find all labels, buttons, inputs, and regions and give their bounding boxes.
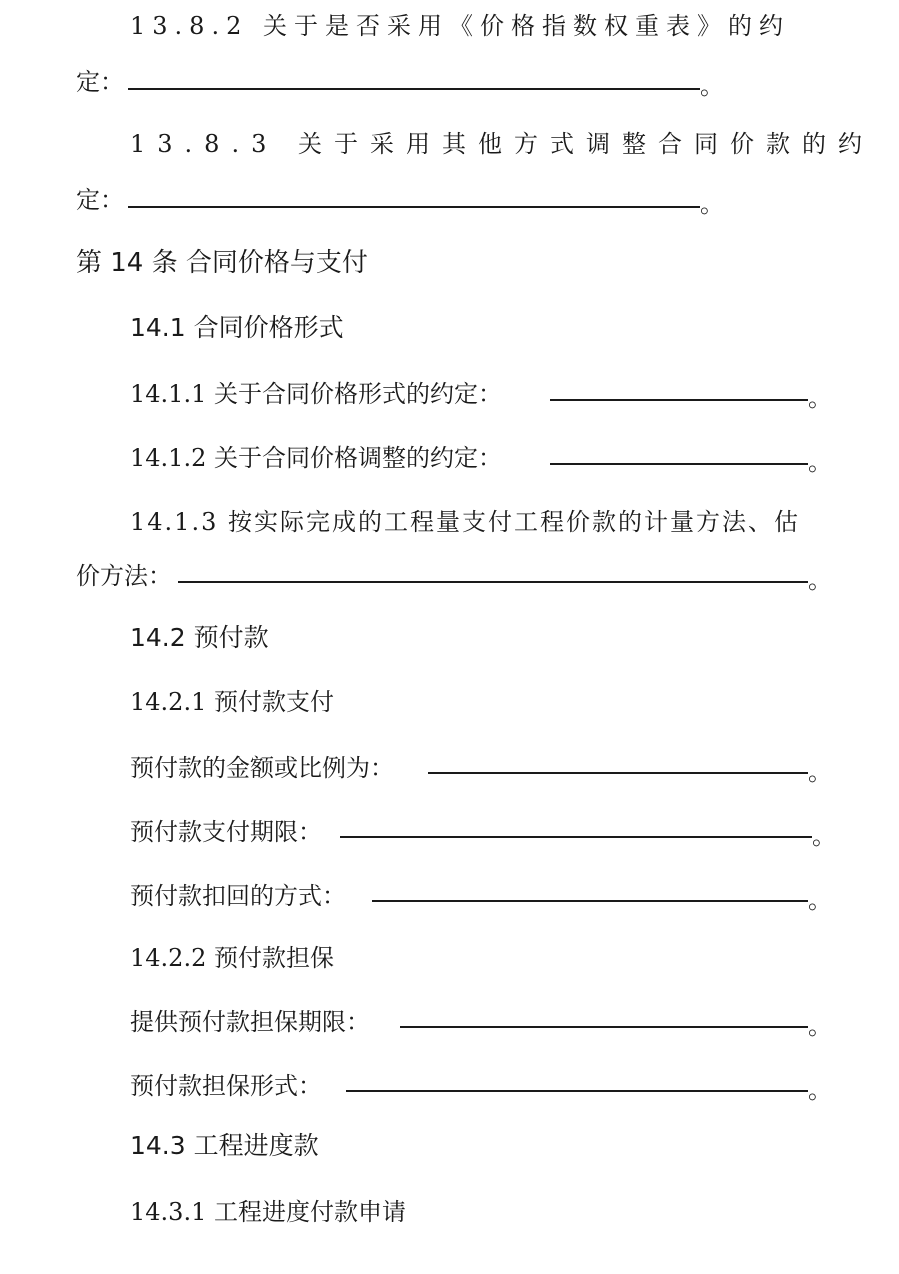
prepayment-term-period: 。 — [812, 822, 836, 850]
clause-14-1-1-period: 。 — [808, 384, 832, 412]
clause-14-1-1-label: 14.1.1 关于合同价格形式的约定： — [130, 380, 502, 408]
prepayment-deduction-label: 预付款扣回的方式： — [130, 882, 346, 910]
guarantee-term-period: 。 — [808, 1012, 832, 1040]
clause-13-8-3-blank[interactable] — [128, 206, 700, 208]
clause-14-3-1-title: 14.3.1 工程进度付款申请 — [130, 1198, 406, 1226]
clause-14-1-2-label: 14.1.2 关于合同价格调整的约定： — [130, 444, 502, 472]
prepayment-amount-period: 。 — [808, 758, 832, 786]
guarantee-term-label: 提供预付款担保期限： — [130, 1008, 370, 1036]
prepayment-amount-blank[interactable] — [428, 772, 808, 774]
clause-14-1-2-blank[interactable] — [550, 463, 808, 465]
article-14-title: 第 14 条 合同价格与支付 — [76, 248, 368, 278]
clause-13-8-3-label: 定： — [76, 186, 124, 214]
clause-13-8-3-line1: 13.8.3 关于采用其他方式调整合同价款的约 — [130, 130, 874, 158]
prepayment-amount-label: 预付款的金额或比例为： — [130, 754, 394, 782]
prepayment-deduction-blank[interactable] — [372, 900, 808, 902]
clause-14-1-3-blank[interactable] — [178, 581, 808, 583]
clause-13-8-3-period: 。 — [700, 190, 724, 218]
section-14-3-title: 14.3 工程进度款 — [130, 1131, 319, 1160]
clause-14-1-2-period: 。 — [808, 448, 832, 476]
clause-14-1-3-period: 。 — [808, 566, 832, 594]
clause-14-1-3-line1: 14.1.3 按实际完成的工程量支付工程价款的计量方法、估 — [130, 508, 800, 536]
clause-13-8-2-period: 。 — [700, 72, 724, 100]
clause-14-1-1-blank[interactable] — [550, 399, 808, 401]
section-14-2-title: 14.2 预付款 — [130, 623, 269, 652]
clause-14-1-3-label: 价方法： — [76, 562, 172, 590]
clause-13-8-2-blank[interactable] — [128, 88, 700, 90]
prepayment-deduction-period: 。 — [808, 886, 832, 914]
guarantee-form-period: 。 — [808, 1076, 832, 1104]
clause-14-2-1-title: 14.2.1 预付款支付 — [130, 688, 334, 716]
clause-14-2-2-title: 14.2.2 预付款担保 — [130, 944, 334, 972]
clause-13-8-2-line1: 13.8.2 关于是否采用《价格指数权重表》的约 — [130, 12, 790, 40]
guarantee-term-blank[interactable] — [400, 1026, 808, 1028]
prepayment-term-blank[interactable] — [340, 836, 812, 838]
section-14-1-title: 14.1 合同价格形式 — [130, 313, 344, 342]
guarantee-form-label: 预付款担保形式： — [130, 1072, 322, 1100]
clause-13-8-2-label: 定： — [76, 68, 124, 96]
guarantee-form-blank[interactable] — [346, 1090, 808, 1092]
prepayment-term-label: 预付款支付期限： — [130, 818, 322, 846]
